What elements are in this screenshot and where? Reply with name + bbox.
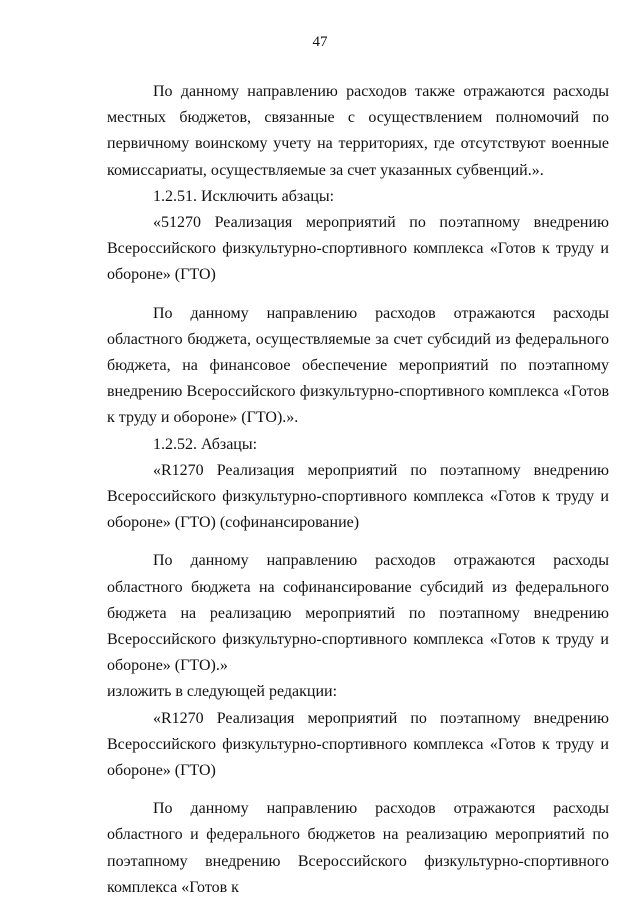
page-number: 47	[312, 34, 328, 50]
paragraph-gap	[107, 289, 609, 301]
paragraph-51270-heading: «51270 Реализация мероприятий по поэтапному внедрению Всероссийского физкультурно-спортивного комплекса «Готов к труду и обороне» (ГТО)	[107, 214, 609, 284]
clause-1-2-52: 1.2.52. Абзацы:	[153, 435, 258, 453]
paragraph-military-accounting: По данному направлению расходов также отражаются расходы местных бюджетов, связанные с осуществлением полномочий по первичному воинскому учету на территориях, где отсутствуют военные комиссариаты, осуществляемые за счет указанных субвенций.».	[107, 83, 609, 179]
paragraph-51270-description: По данному направлению расходов отражаются расходы областного бюджета, осуществляемые за счет субсидий из федерального бюджета, на финансовое обеспечение мероприятий по поэтапному внедрению Всероссийского физкультурно-спортивного комплекса «Готов к труду и обороне» (ГТО).».	[107, 304, 609, 427]
document-body	[107, 79, 609, 901]
paragraph-r1270-old-heading: «R1270 Реализация мероприятий по поэтапному внедрению Всероссийского физкультурно-спортивного комплекса «Готов к труду и обороне» (ГТО) (софинансирование)	[107, 461, 609, 532]
paragraph-gap	[107, 536, 609, 548]
paragraph-r1270-new-description: По данному направлению расходов отражаются расходы областного и федерального бюджетов на реализацию мероприятий по поэтапному внедрению Всероссийского физкультурно-спортивного комплекса «Готов к	[107, 800, 609, 896]
clause-1-2-51: 1.2.51. Исключить абзацы:	[153, 187, 335, 205]
paragraph-new-wording-intro: изложить в следующей редакции:	[107, 683, 338, 701]
paragraph-r1270-old-description: По данному направлению расходов отражаются расходы областного бюджета на софинансирование субсидий из федерального бюджета на реализацию мероприятий по поэтапному внедрению Всероссийского физкультурно-спортивного комплекса «Готов к труду и обороне» (ГТО).»	[107, 552, 609, 675]
paragraph-gap	[107, 784, 609, 796]
paragraph-r1270-new-heading: «R1270 Реализация мероприятий по поэтапному внедрению Всероссийского физкультурно-спортивного комплекса «Готов к труду и обороне» (ГТО)	[107, 709, 609, 780]
